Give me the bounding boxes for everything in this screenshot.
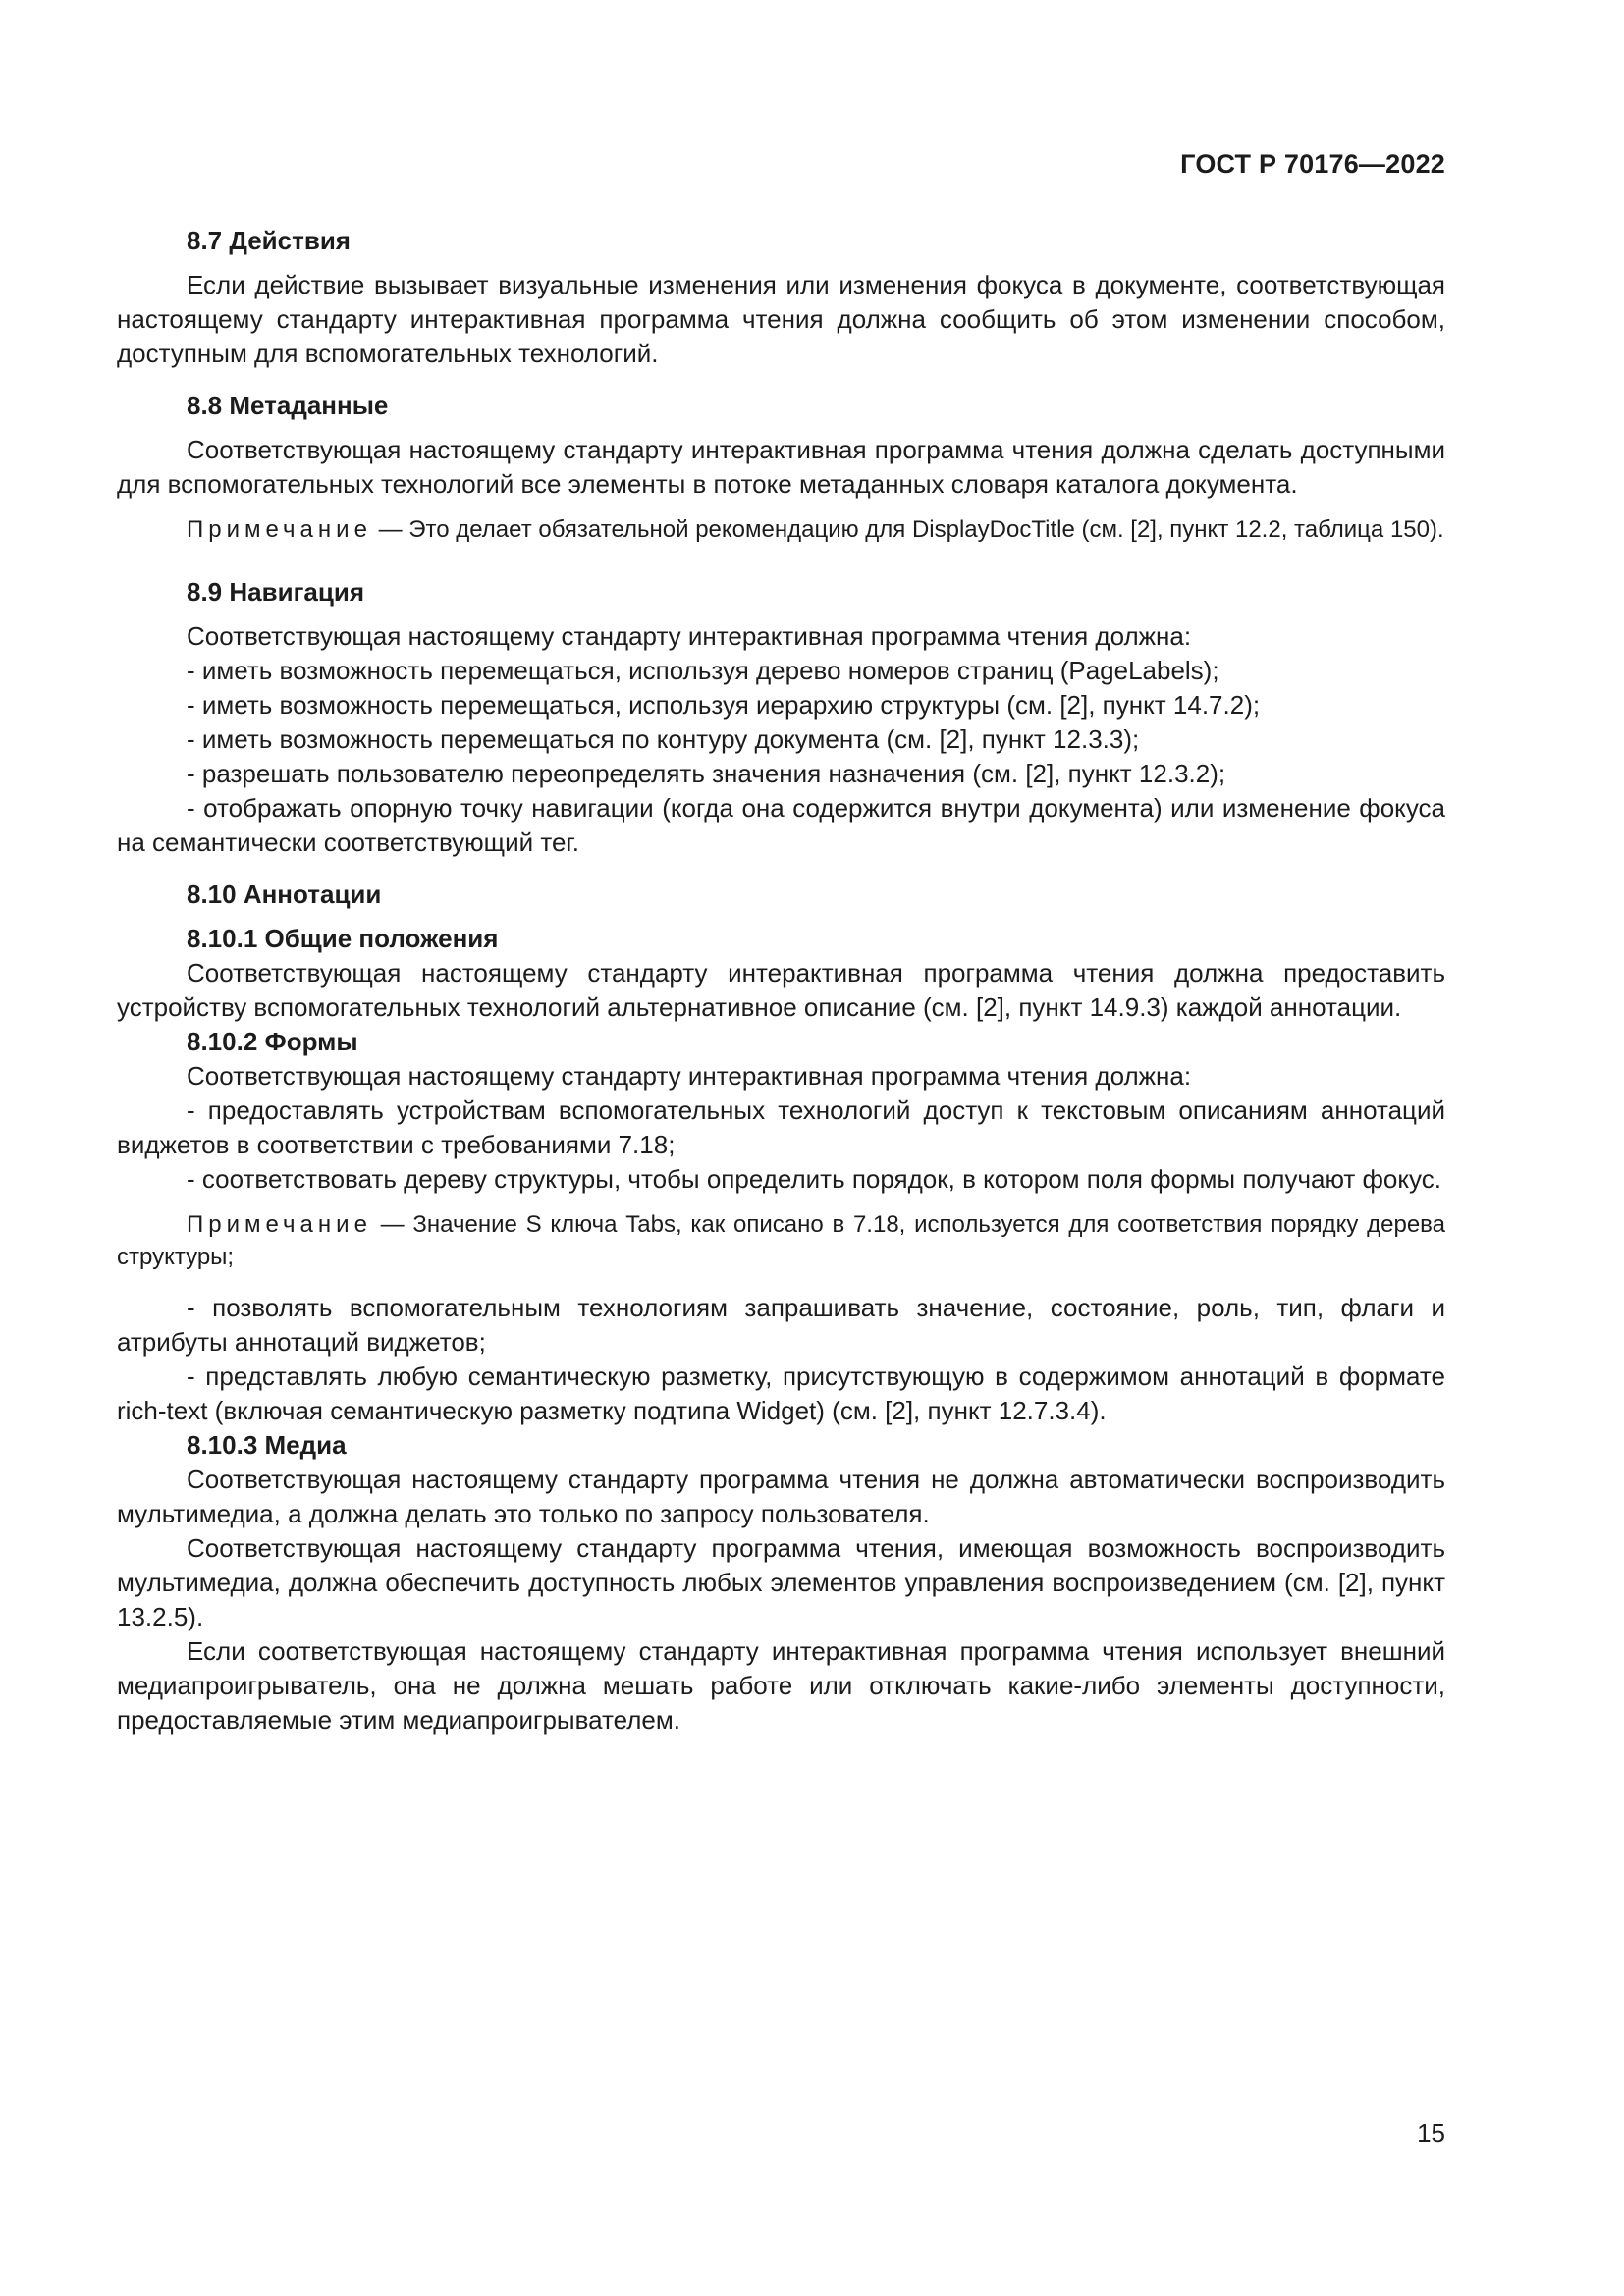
list-item: - соответствовать дереву структуры, чтобы определить порядок, в котором поля формы получают фокус. [187,1164,1441,1194]
note-text: — Это делает обязательной рекомендацию для DisplayDocTitle (см. [2], пункт 12.2, таблица 150). [371,516,1444,543]
subsection-heading-8-10-3: 8.10.3 Медиа [187,1430,347,1460]
section-heading-8-7: 8.7 Действия [187,226,351,255]
section-8-8-note [117,513,1445,546]
list-item: - представлять любую семантическую разметку, присутствующую в содержимом аннотаций в формате rich-text (включая семантическую разметку подтипа Widget) (см. [2], пункт 12.7.3.4). [117,1362,1445,1425]
list-item: - позволять вспомогательным технологиям запрашивать значение, состояние, роль, тип, флаги и атрибуты аннотаций виджетов; [117,1293,1445,1357]
section-heading-8-10: 8.10 Аннотации [187,880,382,909]
note-label: Примечание [187,516,372,543]
subsection-8-10-2-note [117,1208,1445,1273]
list-item: - разрешать пользователю переопределять значения назначения (см. [2], пункт 12.3.2); [187,759,1226,788]
subsection-8-10-3-paragraph-1: Соответствующая настоящему стандарту программа чтения не должна автоматически воспроизводить мультимедиа, а должна делать это только по запросу пользователя. [117,1465,1445,1528]
section-8-8-paragraph: Соответствующая настоящему стандарту интерактивная программа чтения должна сделать доступными для вспомогательных технологий все элементы в потоке метаданных словаря каталога документа. [117,435,1445,499]
list-item: - иметь возможность перемещаться, используя иерархию структуры (см. [2], пункт 14.7.2); [187,690,1261,720]
note-text: — Значение S ключа Tabs, как описано в 7.18, используется для соответствия порядку дерева структуры; [117,1211,1445,1270]
note-label: Примечание [187,1211,372,1238]
subsection-heading-8-10-2: 8.10.2 Формы [187,1027,358,1056]
list-item: - иметь возможность перемещаться, используя дерево номеров страниц (PageLabels); [187,656,1219,685]
section-8-9-intro: Соответствующая настоящему стандарту интерактивная программа чтения должна: [187,621,1192,651]
page-content [117,224,1445,1737]
subsection-heading-8-10-1: 8.10.1 Общие положения [187,924,499,953]
subsection-8-10-3-paragraph-2: Соответствующая настоящему стандарту программа чтения, имеющая возможность воспроизводить мультимедиа, должна обеспечить доступность любых элементов управления воспроизведением (см. [2], пункт 13.2.5). [117,1533,1445,1631]
section-heading-8-8: 8.8 Метаданные [187,391,389,420]
subsection-8-10-2-intro: Соответствующая настоящему стандарту интерактивная программа чтения должна: [187,1061,1192,1091]
section-heading-8-9: 8.9 Навигация [187,577,364,607]
page-number: 15 [1417,2118,1445,2148]
subsection-8-10-1-paragraph: Соответствующая настоящему стандарту интерактивная программа чтения должна предоставить устройству вспомогательных технологий альтернативное описание (см. [2], пункт 14.9.3) каждой аннотации. [117,958,1445,1022]
document-code-header: ГОСТ Р 70176—2022 [1180,149,1445,179]
section-8-7-paragraph: Если действие вызывает визуальные изменения или изменения фокуса в документе, соответствующая настоящему стандарту интерактивная программа чтения должна сообщить об этом изменении способом, доступным для вспомогательных технологий. [117,270,1445,368]
subsection-8-10-3-paragraph-3: Если соответствующая настоящему стандарту интерактивная программа чтения использует внешний медиапроигрыватель, она не должна мешать работе или отключать какие-либо элементы доступности, предоставляемые этим медиапроигрывателем. [117,1636,1445,1735]
list-item: - отображать опорную точку навигации (когда она содержится внутри документа) или изменение фокуса на семантически соответствующий тег. [117,793,1445,857]
list-item: - иметь возможность перемещаться по контуру документа (см. [2], пункт 12.3.3); [187,724,1140,754]
list-item: - предоставлять устройствам вспомогательных технологий доступ к текстовым описаниям аннотаций виджетов в соответствии с требованиями 7.18; [117,1095,1445,1159]
